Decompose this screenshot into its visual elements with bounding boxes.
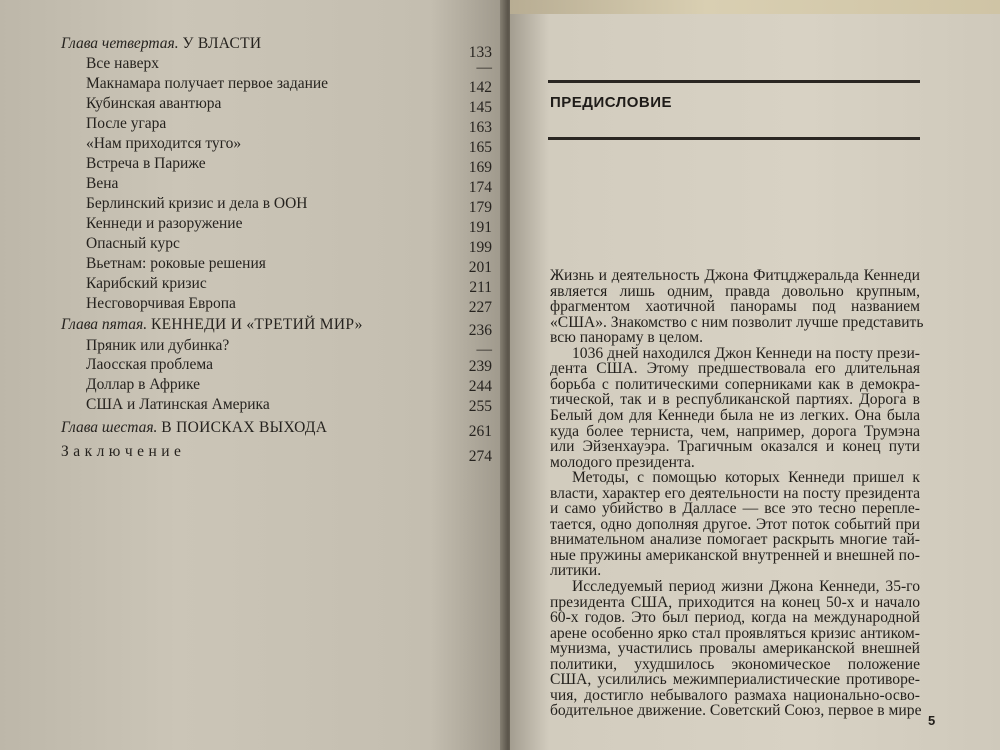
toc-entry-title [86, 337, 229, 355]
toc-page-number: 244 [468, 378, 492, 395]
body-line: Методы, с помощью которых Кеннеди пришел к [572, 469, 920, 487]
toc-page-number: 133 [468, 44, 492, 61]
toc-entry-title [86, 235, 180, 253]
body-line: является лишь одним, правда довольно крупным, [550, 282, 920, 300]
toc-entry-title [86, 95, 221, 113]
toc-page-number: 236 [468, 322, 492, 339]
body-line: фрагментом хаотичной панорамы под названием [550, 298, 920, 316]
entry-title: Карибский кризис [86, 275, 207, 292]
body-line: президента США, приходится на конец 50-х и начало [550, 593, 920, 611]
entry-title: Макнамара получает первое задание [86, 75, 329, 92]
toc-entry [0, 155, 506, 177]
entry-title: «Нам приходится туго» [86, 135, 242, 152]
toc-entry [0, 75, 506, 97]
toc-entry-title [61, 443, 181, 461]
toc-page-number: — [476, 341, 492, 358]
body-line: или Эйзенхауэра. Трагичным оказался и конец пути [550, 438, 920, 456]
toc-entry-title [86, 155, 206, 173]
toc-entry-title [86, 396, 270, 414]
entry-title: Вена [86, 175, 119, 192]
chapter-prefix: Глава четвертая. [61, 35, 179, 52]
entry-title: США и Латинская Америка [86, 396, 270, 413]
body-line: всю панораму в целом. [550, 329, 704, 347]
toc-page-number: 145 [468, 99, 492, 116]
toc-entry-title [86, 55, 159, 73]
body-line: внимательном анализе помогает раскрыть многие тай- [550, 531, 920, 549]
entry-title: После угара [86, 115, 167, 132]
entry-title: Все наверх [86, 55, 159, 72]
toc-page-number: 227 [468, 299, 492, 316]
entry-title: Несговорчивая Европа [86, 295, 236, 312]
body-line: тается, одно дополняя другое. Этот поток событий при [550, 515, 920, 533]
toc-page-number: 239 [468, 358, 492, 375]
body-line: власти, характер его деятельности на посту президента [550, 484, 920, 502]
entry-title: Пряник или дубинка? [86, 337, 230, 354]
body-line: арене особенно ярко стал проявляться кризис антиком- [550, 624, 920, 642]
body-line: бодительное движение. Советский Союз, первое в мире [550, 702, 922, 720]
body-line: 60-х годов. Это был период, когда на международной [550, 609, 920, 627]
entry-title: Доллар в Африке [86, 376, 201, 393]
toc-page-number: 199 [468, 239, 492, 256]
body-line: 1036 дней находился Джон Кеннеди на посту прези- [572, 344, 920, 362]
body-line: борьба с политическими соперниками как в демокра- [550, 375, 920, 393]
toc-page-number: 174 [468, 179, 492, 196]
title-rule-top [548, 80, 920, 83]
toc-entry-title [61, 35, 261, 53]
entry-title: Встреча в Париже [86, 155, 206, 172]
body-line: Исследуемый период жизни Джона Кеннеди, 35-го [572, 578, 920, 595]
toc-entry [0, 396, 506, 418]
entry-title: Вьетнам: роковые решения [86, 255, 266, 272]
body-line: куда более тернистa, чем, например, дорога Трумэна [550, 422, 920, 440]
body-line: и само убийство в Далласе — все это тесно переплe- [550, 500, 920, 518]
toc-entry [0, 235, 506, 257]
toc-page-number: 169 [468, 159, 492, 176]
body-line: тической, так и в республиканской партиях. Дорога в [550, 391, 920, 409]
title-rule-bottom [548, 137, 920, 140]
toc-page-number: 211 [469, 279, 492, 296]
toc-entry [0, 419, 506, 441]
body-line: политики, ухудшилось экономическое положение [550, 655, 920, 673]
toc-page-number: 142 [468, 79, 492, 96]
entry-title: Кубинская авантюра [86, 95, 222, 112]
toc-entry [0, 95, 506, 117]
page-title: ПРЕДИСЛОВИЕ [550, 94, 673, 111]
toc-entry-title [86, 135, 241, 153]
toc-entry-title [86, 255, 266, 273]
entry-title: В ПОИСКАХ ВЫХОДА [161, 419, 328, 436]
toc-page-number: — [476, 59, 492, 76]
toc-page-number: 261 [468, 423, 492, 440]
toc-entry [0, 175, 506, 197]
toc-entry-title [61, 316, 363, 334]
toc-page-number: 274 [468, 448, 492, 465]
toc-entry [0, 115, 506, 137]
toc-entry [0, 215, 506, 237]
body-line: Жизнь и деятельность Джона Фитцджеральда Кеннеди [550, 267, 920, 284]
body-line: чия, достигло небывалого размаха национально-осво- [550, 686, 920, 704]
body-line: литики. [550, 562, 602, 580]
toc-entry-title [86, 295, 236, 313]
body-line: Белый дом для Кеннеди была не из легких. Она была [550, 406, 920, 424]
body-line: молодого президента. [550, 453, 695, 471]
entry-title: Опасный курс [86, 235, 180, 252]
toc-entry [0, 316, 506, 338]
toc-page-number: 255 [468, 398, 492, 415]
toc-entry [0, 255, 506, 277]
toc-entry [0, 443, 506, 465]
toc-entry-title [86, 195, 307, 213]
toc-entry [0, 275, 506, 297]
toc-page-number: 165 [468, 139, 492, 156]
toc-page-number: 179 [468, 199, 492, 216]
toc-entry [0, 35, 506, 61]
toc-entry [0, 295, 506, 317]
chapter-prefix: Глава пятая. [61, 316, 148, 333]
entry-title: У ВЛАСТИ [182, 35, 262, 52]
toc-page-number: 191 [468, 219, 492, 236]
toc-entry [0, 376, 506, 398]
entry-title: З а к л ю ч е н и е [61, 443, 182, 460]
body-line: ные пружины американской внутренней и внешней по- [550, 546, 920, 564]
toc-entry-title [86, 175, 118, 193]
entry-title: КЕННЕДИ И «ТРЕТИЙ МИР» [150, 316, 363, 333]
toc-entry [0, 195, 506, 217]
body-line: мунизма, участились провалы американской внешней [550, 640, 920, 658]
toc-page-number: 201 [468, 259, 492, 276]
entry-title: Берлинский кризис и дела в ООН [86, 195, 308, 212]
entry-title: Кеннеди и разоружение [86, 215, 243, 232]
body-line: США, усилились межимпериалистические противоре- [550, 671, 920, 689]
toc-entry [0, 55, 506, 77]
chapter-prefix: Глава шестая. [61, 419, 158, 436]
toc-entry [0, 135, 506, 157]
toc-entry-title [86, 115, 166, 133]
page-number: 5 [928, 713, 936, 728]
toc-entry-title [86, 275, 207, 293]
toc-entry-title [61, 419, 327, 437]
body-line: «США». Знакомство с ним позволит лучше представить [550, 313, 924, 331]
toc-entry-title [86, 356, 213, 374]
toc-page-number: 163 [468, 119, 492, 136]
entry-title: Лаосская проблема [86, 356, 213, 373]
toc-entry-title [86, 376, 200, 394]
underlying-page-edge [510, 0, 1000, 14]
toc-entry [0, 356, 506, 378]
toc-entry-title [86, 75, 328, 93]
toc-entry-title [86, 215, 242, 233]
body-line: дента США. Этому предшествовала его длительная [550, 360, 920, 378]
